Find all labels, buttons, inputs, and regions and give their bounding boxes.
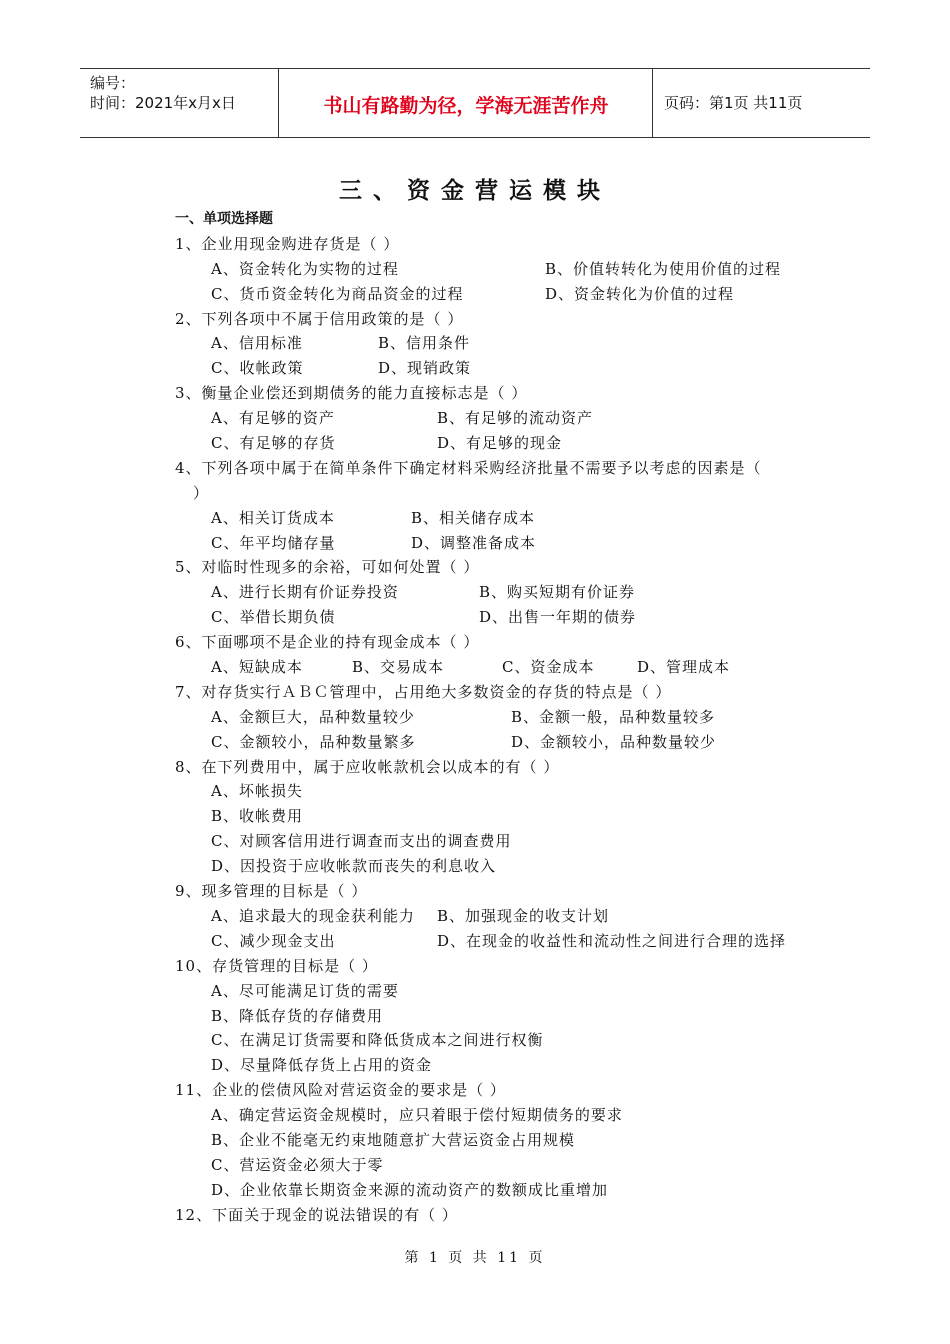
answer-option: B、收帐费用 <box>211 807 304 826</box>
option-row <box>175 804 815 829</box>
section-heading: 一、单项选择题 <box>175 211 273 227</box>
page-footer: 第 1 页 共 11 页 <box>404 1250 546 1266</box>
answer-option: A、进行长期有价证券投资 <box>211 583 399 602</box>
document-header <box>80 68 870 138</box>
question-text: 9、现多管理的目标是（ ） <box>175 882 368 901</box>
option-row <box>175 580 815 605</box>
option-row <box>175 979 815 1004</box>
answer-option: B、价值转转化为使用价值的过程 <box>545 259 782 278</box>
option-row <box>175 705 815 730</box>
header-motto-cell <box>280 69 653 137</box>
page-title: 三、资金营运模块 <box>339 177 611 204</box>
answer-option: C、减少现金支出 <box>211 931 336 950</box>
answer-option: C、金额较小，品种数量繁多 <box>211 732 416 751</box>
question-text: 12、下面关于现金的说法错误的有（ ） <box>175 1205 458 1224</box>
answer-option: C、在满足订货需要和降低货成本之间进行权衡 <box>211 1031 544 1050</box>
answer-option: A、金额巨大，品种数量较少 <box>211 707 415 726</box>
answer-option: D、现销政策 <box>378 359 472 378</box>
answer-option: B、企业不能毫无约束地随意扩大营运资金占用规模 <box>211 1130 576 1149</box>
option-row <box>175 1178 815 1203</box>
answer-option: D、资金转化为价值的过程 <box>545 284 735 303</box>
motto: 书山有路勤为径，学海无涯苦作舟 <box>323 95 609 117</box>
answer-option: D、尽量降低存货上占用的资金 <box>211 1056 433 1075</box>
option-row <box>175 829 815 854</box>
answer-option: D、有足够的现金 <box>437 434 563 453</box>
option-row <box>175 406 815 431</box>
option-row <box>175 531 815 556</box>
option-row <box>175 331 815 356</box>
answer-option: B、交易成本 <box>352 658 445 677</box>
time-label: 时间：2021年x月x日 <box>90 94 236 112</box>
question-text: 8、在下列费用中，属于应收帐款机会以成本的有（ ） <box>175 757 560 776</box>
question-text: 10、存货管理的目标是（ ） <box>175 956 378 975</box>
page-label: 页码：第1页 共11页 <box>664 94 803 112</box>
answer-option: D、出售一年期的债券 <box>479 608 637 627</box>
option-row <box>175 929 815 954</box>
option-row <box>175 257 815 282</box>
option-row <box>175 356 815 381</box>
answer-option: A、资金转化为实物的过程 <box>211 259 399 278</box>
answer-option: B、信用条件 <box>378 334 471 353</box>
question-text: 5、对临时性现多的余裕，可如何处置（ ） <box>175 558 480 577</box>
question-text: 4、下列各项中属于在简单条件下确定材料采购经济批量不需要予以考虑的因素是（ <box>175 458 762 477</box>
answer-option: B、有足够的流动资产 <box>437 409 594 428</box>
answer-option: C、有足够的存货 <box>211 434 336 453</box>
option-row <box>175 655 815 680</box>
option-row <box>175 506 815 531</box>
answer-option: C、举借长期负债 <box>211 608 336 627</box>
question-text: 7、对存货实行ＡＢＣ管理中，占用绝大多数资金的存货的特点是（ ） <box>175 682 672 701</box>
answer-option: C、年平均储存量 <box>211 533 336 552</box>
answer-option: B、加强现金的收支计划 <box>437 906 610 925</box>
option-row <box>175 1053 815 1078</box>
option-row <box>175 1028 815 1053</box>
option-row <box>175 1153 815 1178</box>
option-row <box>175 779 815 804</box>
answer-option: D、因投资于应收帐款而丧失的利息收入 <box>211 857 497 876</box>
answer-option: D、管理成本 <box>637 658 731 677</box>
answer-option: B、金额一般，品种数量较多 <box>511 707 716 726</box>
answer-option: D、金额较小，品种数量较少 <box>511 732 717 751</box>
answer-option: A、坏帐损失 <box>211 782 303 801</box>
option-row <box>175 431 815 456</box>
option-row <box>175 1128 815 1153</box>
option-row <box>175 854 815 879</box>
question-text: 11、企业的偿债风险对营运资金的要求是（ ） <box>175 1081 506 1100</box>
answer-option: A、确定营运资金规模时，应只着眼于偿付短期债务的要求 <box>211 1106 623 1125</box>
answer-option: A、尽可能满足订货的需要 <box>211 981 399 1000</box>
number-label: 编号： <box>90 74 136 92</box>
option-row <box>175 605 815 630</box>
option-row <box>175 730 815 755</box>
answer-option: B、购买短期有价证券 <box>479 583 636 602</box>
answer-option: D、企业依靠长期资金来源的流动资产的数额成比重增加 <box>211 1180 609 1199</box>
answer-option: C、资金成本 <box>502 658 595 677</box>
answer-option: B、降低存货的存储费用 <box>211 1006 384 1025</box>
answer-option: C、收帐政策 <box>211 359 304 378</box>
answer-option: A、短缺成本 <box>211 658 303 677</box>
answer-option: A、信用标准 <box>211 334 303 353</box>
header-page-cell <box>654 69 870 137</box>
option-row <box>175 282 815 307</box>
question-text: 3、衡量企业偿还到期债务的能力直接标志是（ ） <box>175 384 528 403</box>
question-text: 1、企业用现金购进存货是（ ） <box>175 234 400 253</box>
option-row <box>175 1103 815 1128</box>
answer-option: D、在现金的收益性和流动性之间进行合理的选择 <box>437 931 787 950</box>
answer-option: B、相关储存成本 <box>411 508 536 527</box>
question-list <box>175 207 815 1228</box>
answer-option: C、对顾客信用进行调查而支出的调查费用 <box>211 832 512 851</box>
answer-option: A、相关订货成本 <box>211 508 335 527</box>
answer-option: A、有足够的资产 <box>211 409 335 428</box>
answer-option: C、营运资金必须大于零 <box>211 1155 384 1174</box>
answer-option: A、追求最大的现金获利能力 <box>211 906 415 925</box>
answer-option: D、调整准备成本 <box>411 533 537 552</box>
option-row <box>175 904 815 929</box>
question-text: 6、下面哪项不是企业的持有现金成本（ ） <box>175 633 480 652</box>
header-info-cell <box>80 69 279 137</box>
answer-option: C、货币资金转化为商品资金的过程 <box>211 284 464 303</box>
question-text: 2、下列各项中不属于信用政策的是（ ） <box>175 309 464 328</box>
question-text-continued: ） <box>193 483 210 502</box>
option-row <box>175 1004 815 1029</box>
